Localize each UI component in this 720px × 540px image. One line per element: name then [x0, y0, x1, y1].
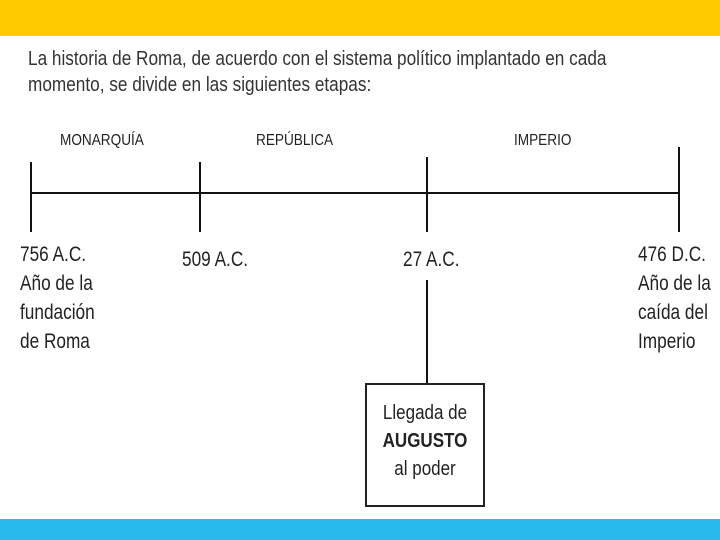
tick-27ac [426, 157, 428, 232]
timeline-axis [30, 192, 680, 194]
milestone-desc-line: Año de la [20, 272, 93, 295]
era-label-imperio: IMPERIO [514, 132, 572, 149]
callout-line-1: Llegada de [382, 402, 468, 424]
callout-connector [426, 280, 428, 383]
milestone-509ac [182, 245, 248, 274]
milestone-desc-line: Imperio [638, 330, 696, 353]
milestone-date: 476 D.C. [638, 243, 706, 266]
callout-line-3: al poder [394, 458, 456, 480]
milestone-desc-line: de Roma [20, 330, 90, 353]
tick-509ac [199, 162, 201, 232]
milestone-756ac [20, 240, 95, 356]
tick-756ac [30, 162, 32, 232]
milestone-476dc [638, 240, 711, 356]
milestone-27ac [403, 245, 459, 274]
tick-476dc [678, 147, 680, 232]
bottom-accent-bar [0, 519, 720, 540]
callout-line-2: AUGUSTO [382, 430, 468, 452]
era-label-republica: REPÚBLICA [256, 132, 334, 149]
milestone-date: 27 A.C. [403, 248, 460, 271]
augusto-callout-box [365, 383, 485, 507]
intro-text [28, 46, 607, 98]
milestone-date: 756 A.C. [20, 243, 87, 266]
milestone-desc-line: fundación [20, 301, 95, 324]
era-label-monarquia: MONARQUÍA [60, 132, 144, 149]
intro-line-1: La historia de Roma, de acuerdo con el sistema político implantado en cada [28, 48, 607, 70]
milestone-date: 509 A.C. [182, 248, 249, 271]
milestone-desc-line: caída del [638, 301, 708, 324]
top-accent-bar [0, 0, 720, 36]
milestone-desc-line: Año de la [638, 272, 711, 295]
intro-line-2: momento, se divide en las siguientes etapas: [28, 74, 372, 96]
